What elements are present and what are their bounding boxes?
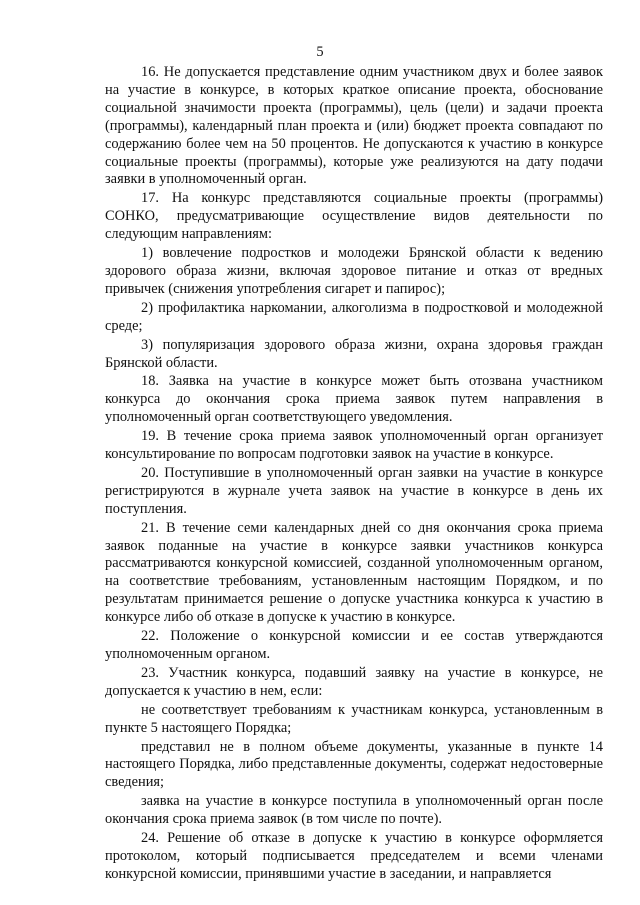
paragraph-24: 24. Решение об отказе в допуске к участию в конкурсе оформляется протоколом, который подписывается председателем и всеми членами конкурсной комиссии, принявшими участие в заседании, и направляется	[105, 830, 603, 882]
paragraph-23-reason-2: представил не в полном объеме документы, указанные в пункте 14 настоящего Порядка, либо представленные документы, содержат недостоверные сведения;	[105, 738, 603, 791]
paragraph-17: 17. На конкурс представляются социальные проекты (программы) СОНКО, предусматривающие осуществление видов деятельности по следующим направлениям:	[105, 190, 603, 243]
paragraph-23-reason-3: заявка на участие в конкурсе поступила в уполномоченный орган после окончания срока приема заявок (в том числе по почте).	[105, 793, 603, 828]
paragraph-23-reason-1: не соответствует требованиям к участникам конкурса, установленным в пункте 5 настоящего Порядка;	[105, 701, 603, 736]
page-number: 5	[316, 44, 324, 60]
paragraph-22: 22. Положение о конкурсной комиссии и ее состав утверждаются уполномоченным органом.	[105, 628, 603, 662]
paragraph-17-item-1: 1) вовлечение подростков и молодежи Брянской области к ведению здорового образа жизни, включая здоровое питание и отказ от вредных привычек (снижения употребления сигарет и папирос);	[105, 245, 603, 297]
paragraph-21: 21. В течение семи календарных дней со дня окончания срока приема заявок поданные на участие в конкурсе заявки участников конкурса рассматриваются конкурсной комиссией, созданной уполномоченным органом, на соответствие требованиям, установленным настоящим Порядком, и по результатам принимается решение о допуске участника конкурса к участию в конкурсе либо об отказе в допуске к участию в конкурсе.	[105, 519, 603, 626]
paragraph-17-item-2: 2) профилактика наркомании, алкоголизма в подростковой и молодежной среде;	[105, 299, 603, 334]
paragraph-23: 23. Участник конкурса, подавший заявку на участие в конкурсе, не допускается к участию в нем, если:	[105, 664, 603, 699]
paragraph-16: 16. Не допускается представление одним участником двух и более заявок на участие в конкурсе, в которых краткое описание проекта, обоснование социальной значимости проекта (программы), цель (цели) и задачи проекта (программы), календарный план проекта и (или) бюджет проекта совпадают по содержанию более чем на 50 процентов. Не допускаются к участию в конкурсе социальные проекты (программы), которые уже реализуются на дату подачи заявки в уполномоченный орган.	[105, 64, 603, 188]
paragraph-20: 20. Поступившие в уполномоченный орган заявки на участие в конкурсе регистрируются в журнале учета заявок на участие в конкурсе в день их поступления.	[105, 464, 603, 517]
paragraph-18: 18. Заявка на участие в конкурсе может быть отозвана участником конкурса до окончания срока приема заявок путем направления в уполномоченный орган соответствующего уведомления.	[105, 373, 603, 426]
paragraph-19: 19. В течение срока приема заявок уполномоченный орган организует консультирование по вопросам подготовки заявок на участие в конкурсе.	[105, 428, 603, 463]
paragraph-17-item-3: 3) популяризация здорового образа жизни, охрана здоровья граждан Брянской области.	[105, 336, 603, 371]
document-body	[105, 64, 603, 885]
